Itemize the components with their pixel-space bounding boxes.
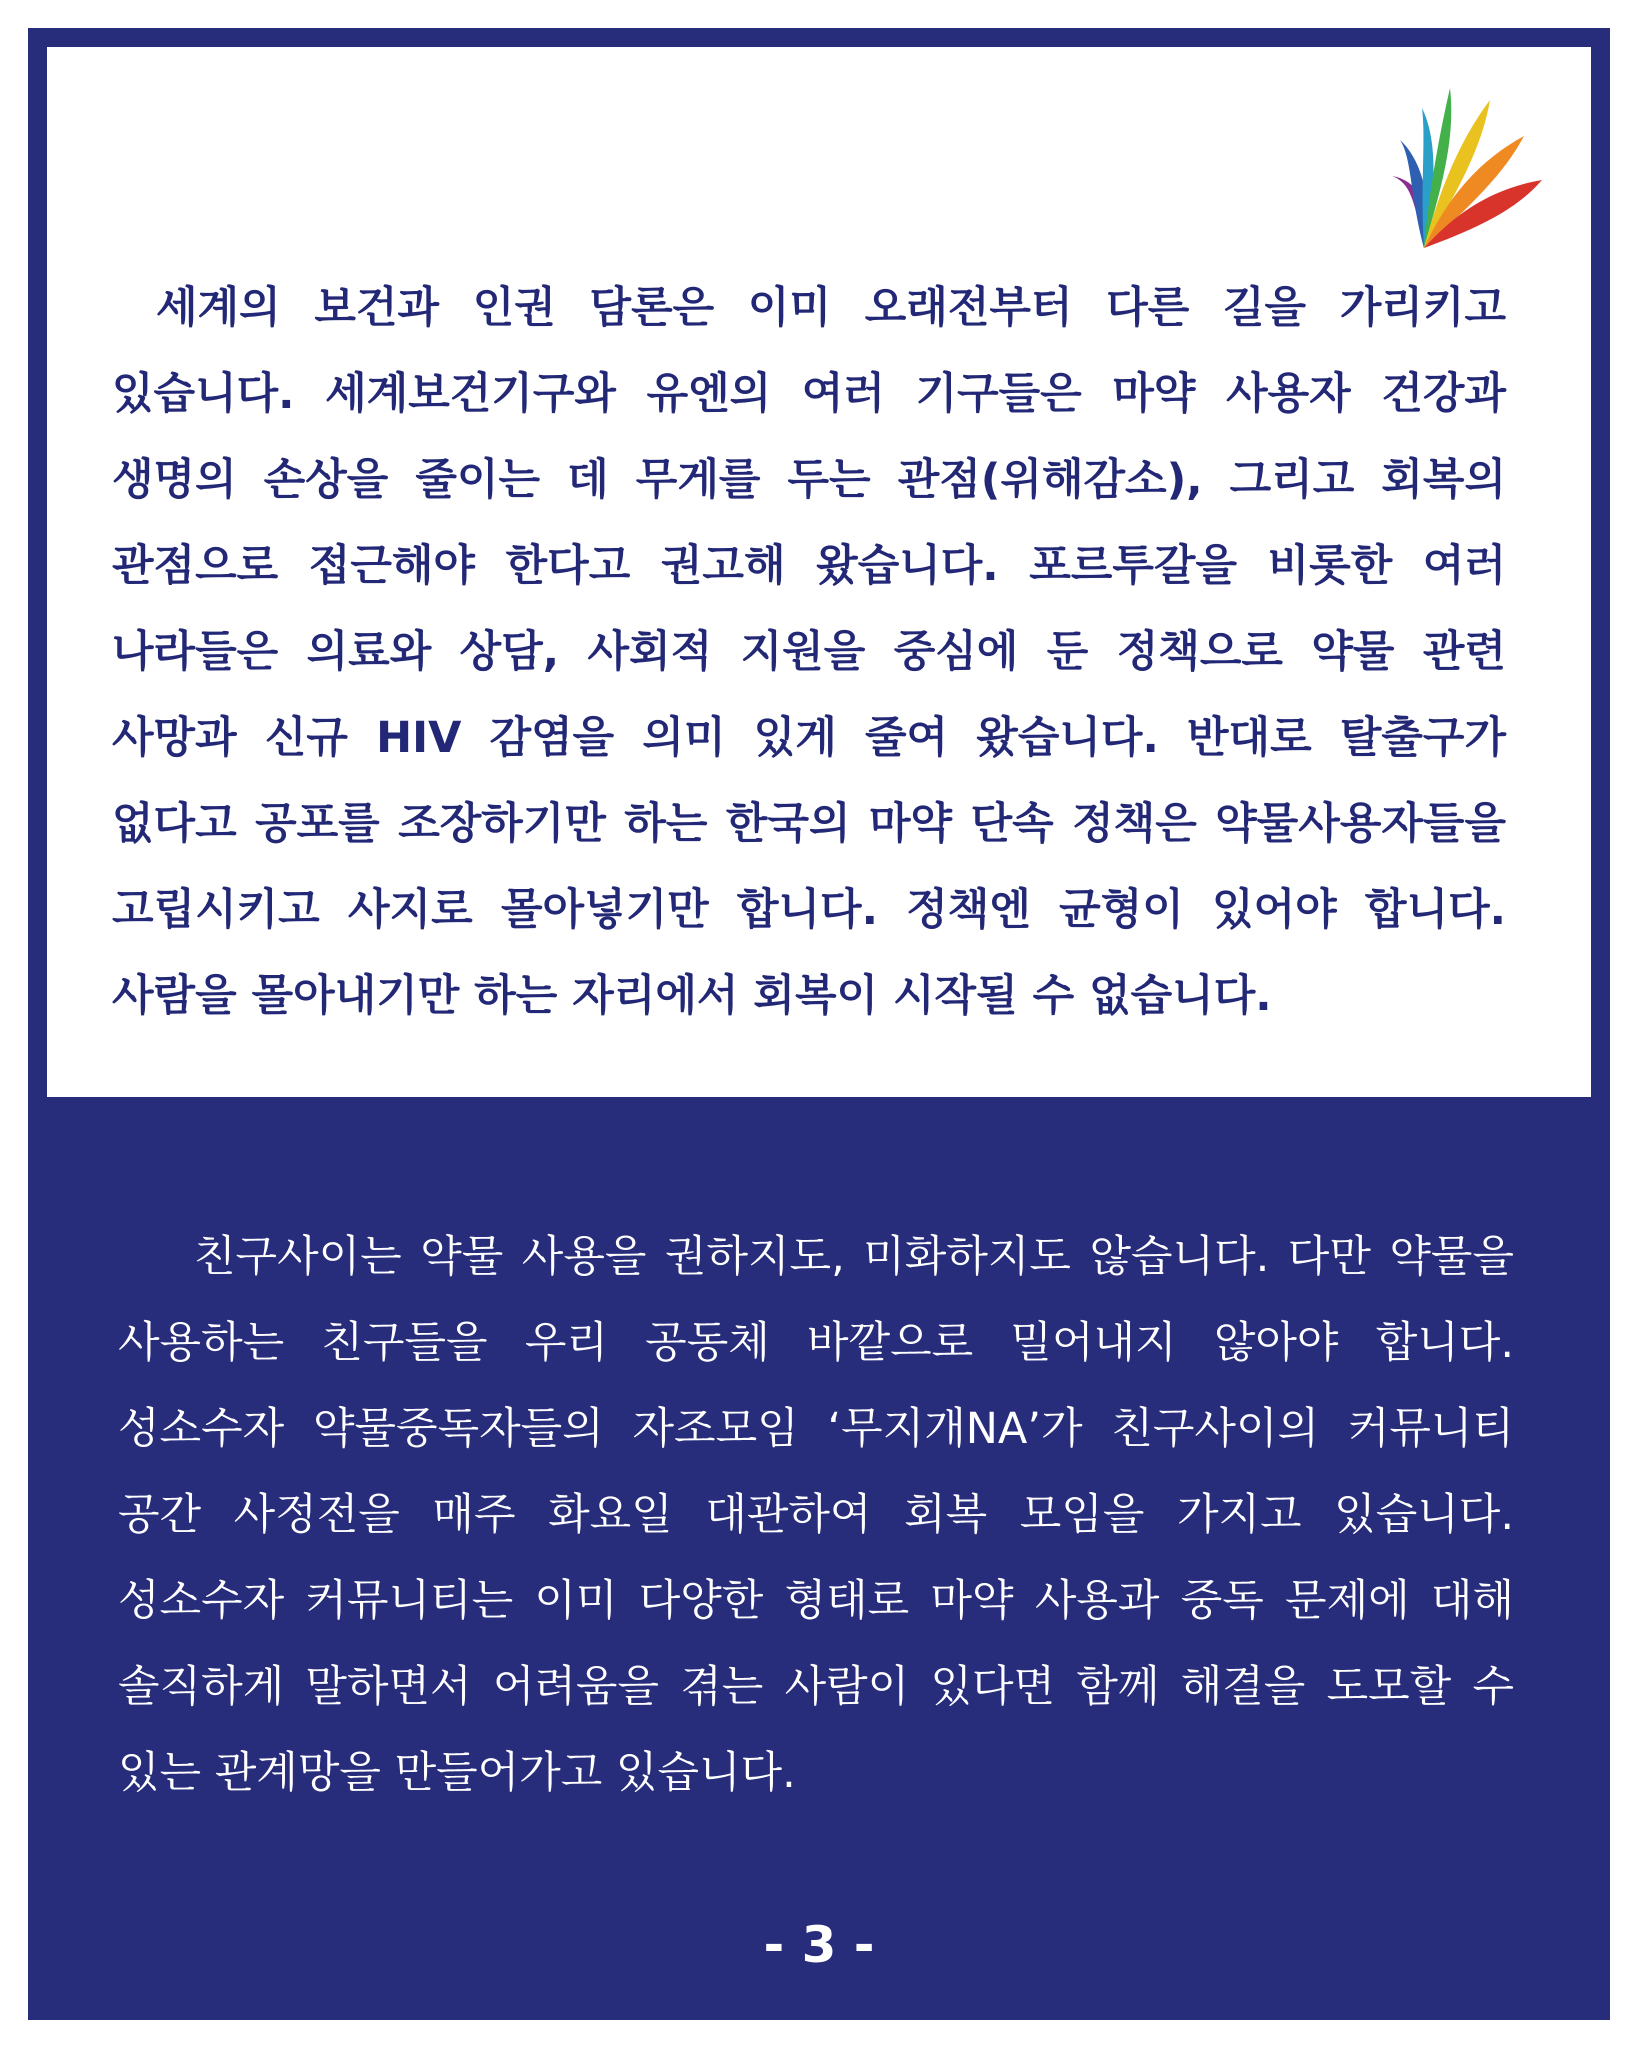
page-number: - 3 - bbox=[763, 1916, 875, 1974]
top-paragraph: 세계의 보건과 인권 담론은 이미 오래전부터 다른 길을 가리키고 있습니다. 세계보건기구와 유엔의 여러 기구들은 마약 사용자 건강과 생명의 손상을 줄이는 데 무게를 두는 관점(위해감소), 그리고 회복의 관점으로 접근해야 한다고 권고해 왔습니다. 포르투갈을 비롯한 여러 나라들은 의료와 상담, 사회적 지원을 중심에 둔 정책으로 약물 관련 사망과 신규 HIV 감염을 의미 있게 줄여 왔습니다. 반대로 탈출구가 없다고 공포를 조장하기만 하는 한국의 마약 단속 정책은 약물사용자들을 고립시키고 사지로 몰아넣기만 합니다. 정책엔 균형이 있어야 합니다. 사람을 몰아내기만 하는 자리에서 회복이 시작될 수 없습니다. bbox=[112, 283, 1506, 1021]
bottom-paragraph: 친구사이는 약물 사용을 권하지도, 미화하지도 않습니다. 다만 약물을 사용하는 친구들을 우리 공동체 바깥으로 밀어내지 않아야 합니다. 성소수자 약물중독자들의 자조모임 ‘무지개NA’가 친구사이의 커뮤니티 공간 사정전을 매주 화요일 대관하여 회복 모임을 가지고 있습니다. 성소수자 커뮤니티는 이미 다양한 형태로 마약 사용과 중독 문제에 대해 솔직하게 말하면서 어려움을 겪는 사람이 있다면 함께 해결을 도모할 수 있는 관계망을 만들어가고 있습니다. bbox=[118, 1232, 1514, 1798]
rainbow-fan-logo-icon bbox=[1392, 88, 1542, 248]
